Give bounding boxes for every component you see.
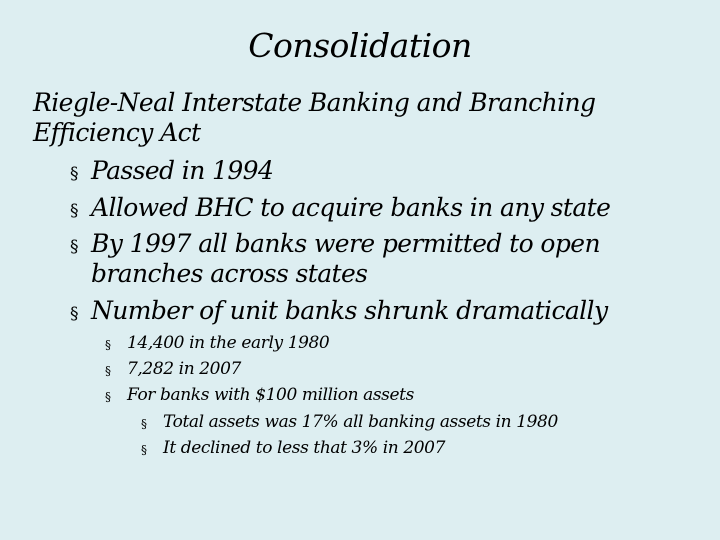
bullet-marker: § (141, 443, 147, 457)
sub-bullet-item-100-million (105, 382, 414, 410)
bullet-text: It declined to less that 3% in 2007 (163, 438, 445, 458)
bullet-text: Total assets was 17% all banking assets in 1980 (163, 412, 558, 432)
sub-bullet-item-14400 (105, 330, 329, 358)
bullet-item-branches (70, 229, 600, 262)
act-heading (33, 88, 693, 148)
sub-bullet-item-7282 (105, 356, 241, 384)
bullet-text: branches across states (91, 259, 368, 288)
act-heading-line-1: Riegle-Neal Interstate Banking and Branching (33, 88, 596, 117)
bullet-marker: § (105, 390, 111, 404)
bullet-text: 7,282 in 2007 (127, 359, 241, 379)
bullet-text: 14,400 in the early 1980 (127, 333, 330, 353)
bullet-item-passed (70, 156, 273, 189)
bullet-marker: § (105, 338, 111, 352)
bullet-text: For banks with $100 million assets (127, 385, 414, 405)
bullet-text: Number of unit banks shrunk dramatically (91, 296, 608, 325)
bullet-text: Allowed BHC to acquire banks in any state (91, 193, 611, 222)
bullet-marker: § (141, 417, 147, 431)
sub-sub-bullet-item-17-percent (141, 409, 558, 437)
bullet-item-allowed-bhc (70, 193, 610, 226)
slide-title: Consolidation (248, 26, 472, 65)
act-heading-line-2: Efficiency Act (33, 118, 201, 147)
bullet-item-branches-continuation (91, 259, 367, 289)
bullet-marker: § (70, 201, 78, 221)
sub-sub-bullet-item-3-percent (141, 435, 445, 463)
bullet-marker: § (70, 237, 78, 257)
bullet-marker: § (105, 364, 111, 378)
bullet-text: By 1997 all banks were permitted to open (91, 229, 600, 258)
bullet-marker: § (70, 304, 78, 324)
bullet-marker: § (70, 164, 78, 184)
bullet-item-unit-banks (70, 296, 607, 329)
bullet-text: Passed in 1994 (91, 156, 274, 185)
